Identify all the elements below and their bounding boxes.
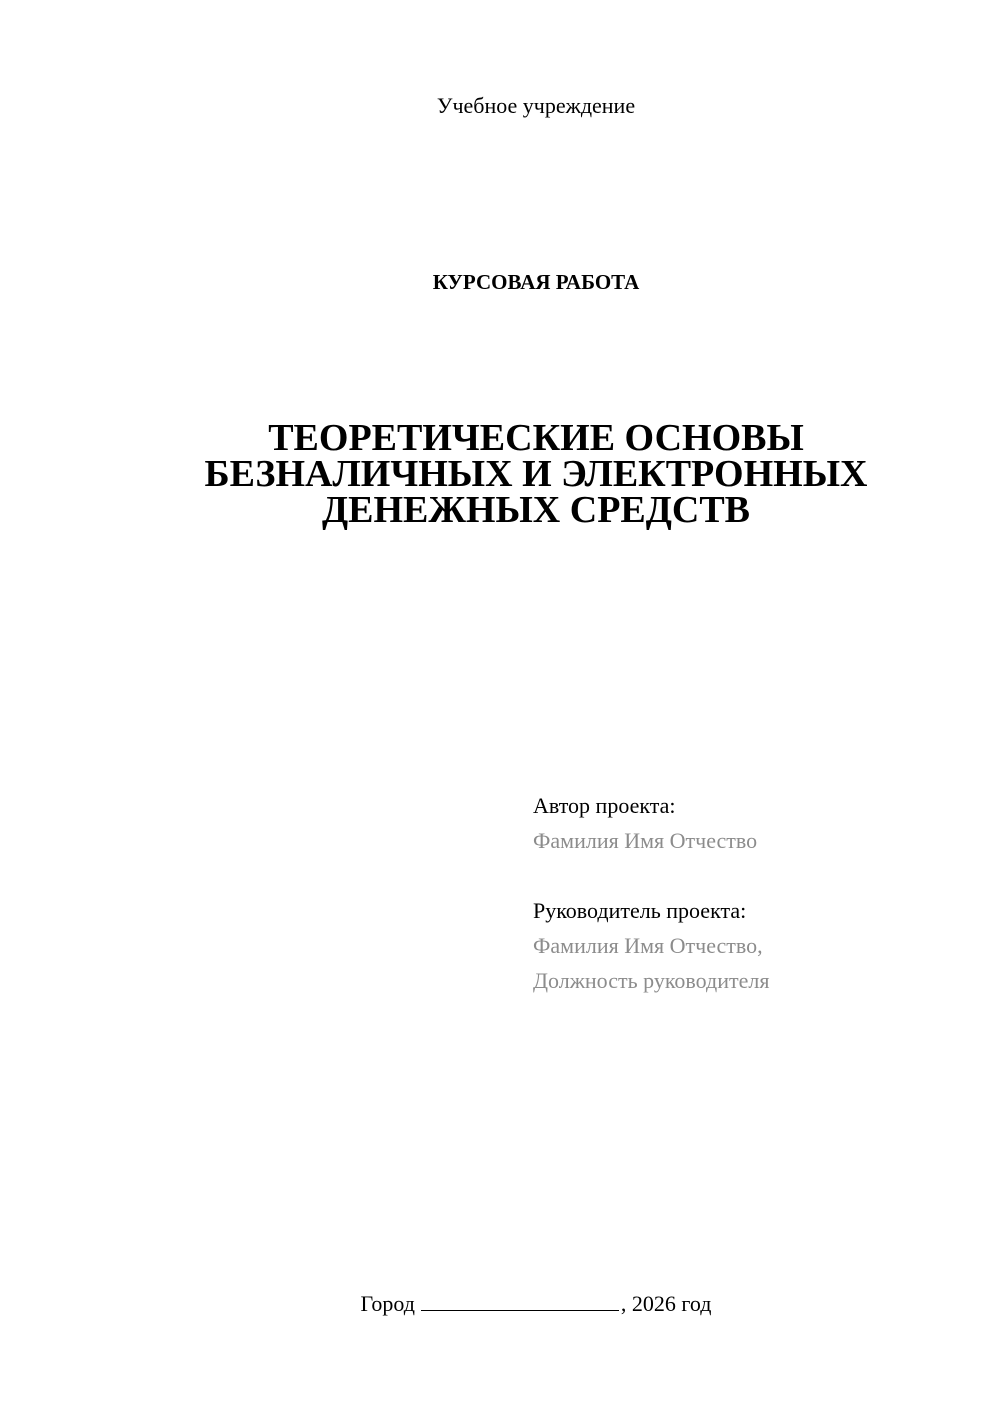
supervisor-position: Должность руководителя [533, 968, 770, 993]
author-block [533, 788, 973, 858]
document-title [72, 417, 1000, 531]
supervisor-block [533, 893, 973, 998]
author-label: Автор проекта: [533, 793, 676, 818]
title-line: ТЕОРЕТИЧЕСКИЕ ОСНОВЫ [268, 417, 804, 459]
institution-name: Учебное учреждение [436, 93, 636, 118]
supervisor-name: Фамилия Имя Отчество, [533, 933, 763, 958]
author-name: Фамилия Имя Отчество [533, 828, 758, 853]
title-line: ДЕНЕЖНЫХ СРЕДСТВ [321, 489, 751, 531]
title-line: БЕЗНАЛИЧНЫХ И ЭЛЕКТРОННЫХ [204, 453, 868, 495]
supervisor-label: Руководитель проекта: [533, 898, 747, 923]
year-text: , 2026 год [620, 1291, 712, 1316]
city-blank-line [421, 1290, 619, 1311]
city-label: Город [360, 1291, 415, 1316]
footer-city-year [72, 1290, 1000, 1318]
work-type-heading: КУРСОВАЯ РАБОТА [432, 270, 640, 294]
